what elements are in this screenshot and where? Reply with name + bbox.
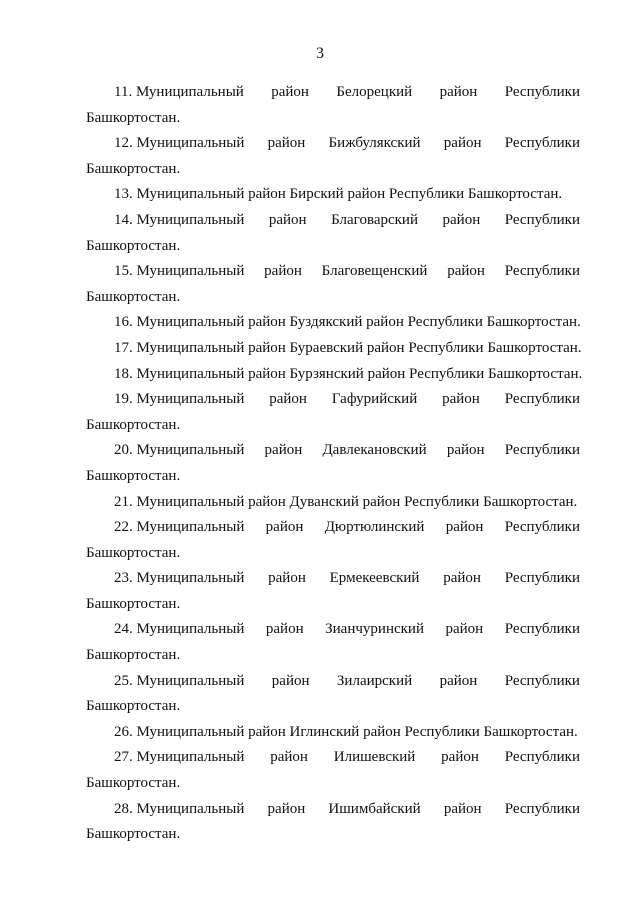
list-item-word: район — [442, 391, 480, 408]
list-item-word: район — [268, 211, 307, 228]
list-item-word: район — [445, 519, 484, 536]
list-item-line — [86, 336, 580, 362]
list-item-lead — [114, 566, 244, 592]
list-item-text: Муниципальный район Дуванский район Республики Башкортостан. — [136, 493, 578, 510]
list-item — [86, 259, 580, 310]
list-item-word: Муниципальный — [136, 211, 245, 228]
list-item-word: Республики — [504, 672, 580, 689]
list-item-word: район — [267, 800, 306, 817]
list-item-number: 23. — [114, 570, 133, 587]
list-item-word: Муниципальный — [136, 672, 245, 689]
list-item-word: район — [447, 263, 485, 280]
list-item-continuation: Башкортостан. — [86, 237, 181, 254]
list-item-continuation: Башкортостан. — [86, 467, 181, 484]
list-item-first-line — [86, 80, 580, 106]
list-item — [86, 362, 583, 388]
list-item-word: Муниципальный — [136, 519, 245, 536]
list-item-continuation: Башкортостан. — [86, 416, 181, 433]
list-item-first-line — [86, 259, 580, 285]
list-item-word: Республики — [504, 749, 580, 766]
list-item — [86, 80, 580, 131]
list-item-number: 27. — [114, 749, 133, 766]
list-item-number: 18. — [114, 365, 133, 382]
list-item-word: район — [267, 135, 306, 152]
list-item-number: 21. — [114, 493, 133, 510]
page-number: 3 — [316, 45, 324, 62]
list-item-lead — [114, 515, 244, 541]
list-item-word: район — [271, 84, 309, 100]
list-item-first-line — [86, 669, 580, 695]
list-item-word: Муниципальный — [136, 263, 245, 280]
list-item — [86, 490, 580, 516]
list-item-word: Муниципальный — [136, 749, 245, 766]
list-item-word: Республики — [504, 263, 580, 280]
list-item-first-line — [86, 745, 580, 771]
list-item-word: Ишимбайский — [328, 800, 421, 817]
list-item-first-line — [86, 515, 580, 541]
list-item-number: 19. — [114, 391, 133, 408]
list-item-word: Муниципальный — [135, 84, 244, 100]
list-item-word: район — [265, 621, 304, 638]
list-item — [86, 617, 580, 668]
list-item-number: 25. — [114, 672, 133, 689]
list-item-word: Республики — [504, 84, 580, 100]
list-item-first-line — [86, 131, 580, 157]
list-item-line — [86, 182, 580, 208]
list-item-word: Гафурийский — [331, 391, 418, 408]
list-item-lead — [114, 387, 244, 413]
list-item — [86, 336, 580, 362]
list-item-word: Республики — [504, 800, 580, 817]
list-item-word: Илишевский — [333, 749, 416, 766]
list-item-word: район — [445, 621, 484, 638]
list-item-continuation: Башкортостан. — [86, 288, 181, 305]
list-item-lead — [114, 131, 244, 157]
document-body — [86, 80, 583, 848]
list-item-word: Республики — [504, 135, 580, 152]
list-item-continuation: Башкортостан. — [86, 775, 181, 792]
list-item-lead — [114, 80, 244, 106]
list-item-lead — [114, 745, 244, 771]
list-item-first-line — [86, 566, 580, 592]
list-item-word: Зилаирский — [336, 672, 413, 689]
list-item-word: район — [264, 263, 302, 280]
list-item-continuation: Башкортостан. — [86, 109, 181, 126]
list-item-lead — [114, 208, 244, 234]
list-item-number: 17. — [114, 339, 133, 356]
list-item-continuation: Башкортостан. — [86, 544, 181, 561]
list-item-word: район — [271, 672, 310, 689]
list-item-word: Республики — [504, 570, 580, 587]
list-item-lead — [114, 797, 244, 823]
list-item-text: Муниципальный район Буздякский район Республики Башкортостан. — [136, 314, 581, 331]
list-item-number: 16. — [114, 314, 133, 331]
list-item-continuation: Башкортостан. — [86, 160, 181, 177]
list-item-number: 14. — [114, 211, 133, 228]
list-item-word: район — [269, 391, 307, 408]
list-item-first-line — [86, 208, 580, 234]
list-item-word: Белорецкий — [336, 84, 413, 100]
list-item-text: Муниципальный район Бирский район Республики Башкортостан. — [136, 186, 563, 203]
list-item-number: 26. — [114, 723, 133, 740]
list-item-first-line — [86, 438, 580, 464]
list-item-number: 11. — [114, 84, 133, 100]
list-item-line — [86, 362, 583, 388]
list-item-word: район — [441, 749, 479, 766]
list-item-line — [86, 720, 580, 746]
list-item-number: 12. — [114, 135, 133, 152]
list-item-number: 28. — [114, 800, 133, 817]
list-item-word: Республики — [504, 211, 580, 228]
list-item — [86, 131, 580, 182]
list-item — [86, 720, 580, 746]
list-item-word: район — [443, 800, 482, 817]
list-item-word: Муниципальный — [136, 570, 245, 587]
list-item-word: Муниципальный — [136, 621, 245, 638]
list-item — [86, 208, 580, 259]
list-item-first-line — [86, 617, 580, 643]
list-item-number: 20. — [114, 442, 133, 459]
list-item-word: район — [446, 442, 485, 459]
list-item-number: 22. — [114, 519, 133, 536]
list-item-lead — [114, 617, 244, 643]
list-item-continuation: Башкортостан. — [86, 826, 181, 843]
list-item-text: Муниципальный район Бурзянский район Республики Башкортостан. — [136, 365, 583, 382]
list-item-number: 24. — [114, 621, 133, 638]
list-item-word: Муниципальный — [136, 135, 245, 152]
list-item-word: Зианчуринский — [325, 621, 424, 638]
list-item — [86, 797, 580, 848]
list-item-first-line — [86, 387, 580, 413]
list-item-word: район — [264, 442, 303, 459]
list-item-continuation: Башкортостан. — [86, 595, 181, 612]
list-item-word: район — [270, 749, 308, 766]
list-item-word: Муниципальный — [136, 442, 245, 459]
list-item-line — [86, 310, 580, 336]
list-item — [86, 182, 580, 208]
list-item-lead — [114, 259, 244, 285]
list-item-number: 13. — [114, 186, 133, 203]
list-item-word: район — [265, 519, 304, 536]
list-item-line — [86, 490, 580, 516]
list-item-word: Благовещенский — [321, 263, 428, 280]
list-item-lead — [114, 438, 244, 464]
list-item — [86, 669, 580, 720]
list-item-word: Республики — [504, 391, 580, 408]
list-item-word: район — [443, 570, 481, 587]
list-item — [86, 310, 580, 336]
list-item-word: Дюртюлинский — [324, 519, 425, 536]
list-item-word: Республики — [504, 621, 580, 638]
list-item-word: Давлекановский — [322, 442, 427, 459]
list-item — [86, 566, 580, 617]
list-item — [86, 438, 580, 489]
list-item-word: Благоварский — [331, 211, 418, 228]
list-item-word: район — [442, 211, 481, 228]
list-item-first-line — [86, 797, 580, 823]
list-item-word: район — [439, 672, 478, 689]
list-item-word: Ермекеевский — [329, 570, 420, 587]
list-item-continuation: Башкортостан. — [86, 698, 181, 715]
list-item-word: Республики — [504, 519, 580, 536]
list-item-word: район — [443, 135, 482, 152]
list-item-text: Муниципальный район Бураевский район Республики Башкортостан. — [136, 339, 582, 356]
list-item-continuation: Башкортостан. — [86, 647, 181, 664]
list-item-text: Муниципальный район Иглинский район Республики Башкортостан. — [136, 723, 578, 740]
list-item-word: район — [439, 84, 478, 100]
list-item-word: район — [268, 570, 306, 587]
list-item — [86, 515, 580, 566]
list-item-number: 15. — [114, 263, 133, 280]
list-item-word: Муниципальный — [136, 800, 245, 817]
list-item-lead — [114, 669, 244, 695]
list-item-word: Муниципальный — [136, 391, 245, 408]
list-item-word: Республики — [504, 442, 580, 459]
list-item — [86, 387, 580, 438]
list-item-word: Бижбулякский — [328, 135, 421, 152]
list-item — [86, 745, 580, 796]
